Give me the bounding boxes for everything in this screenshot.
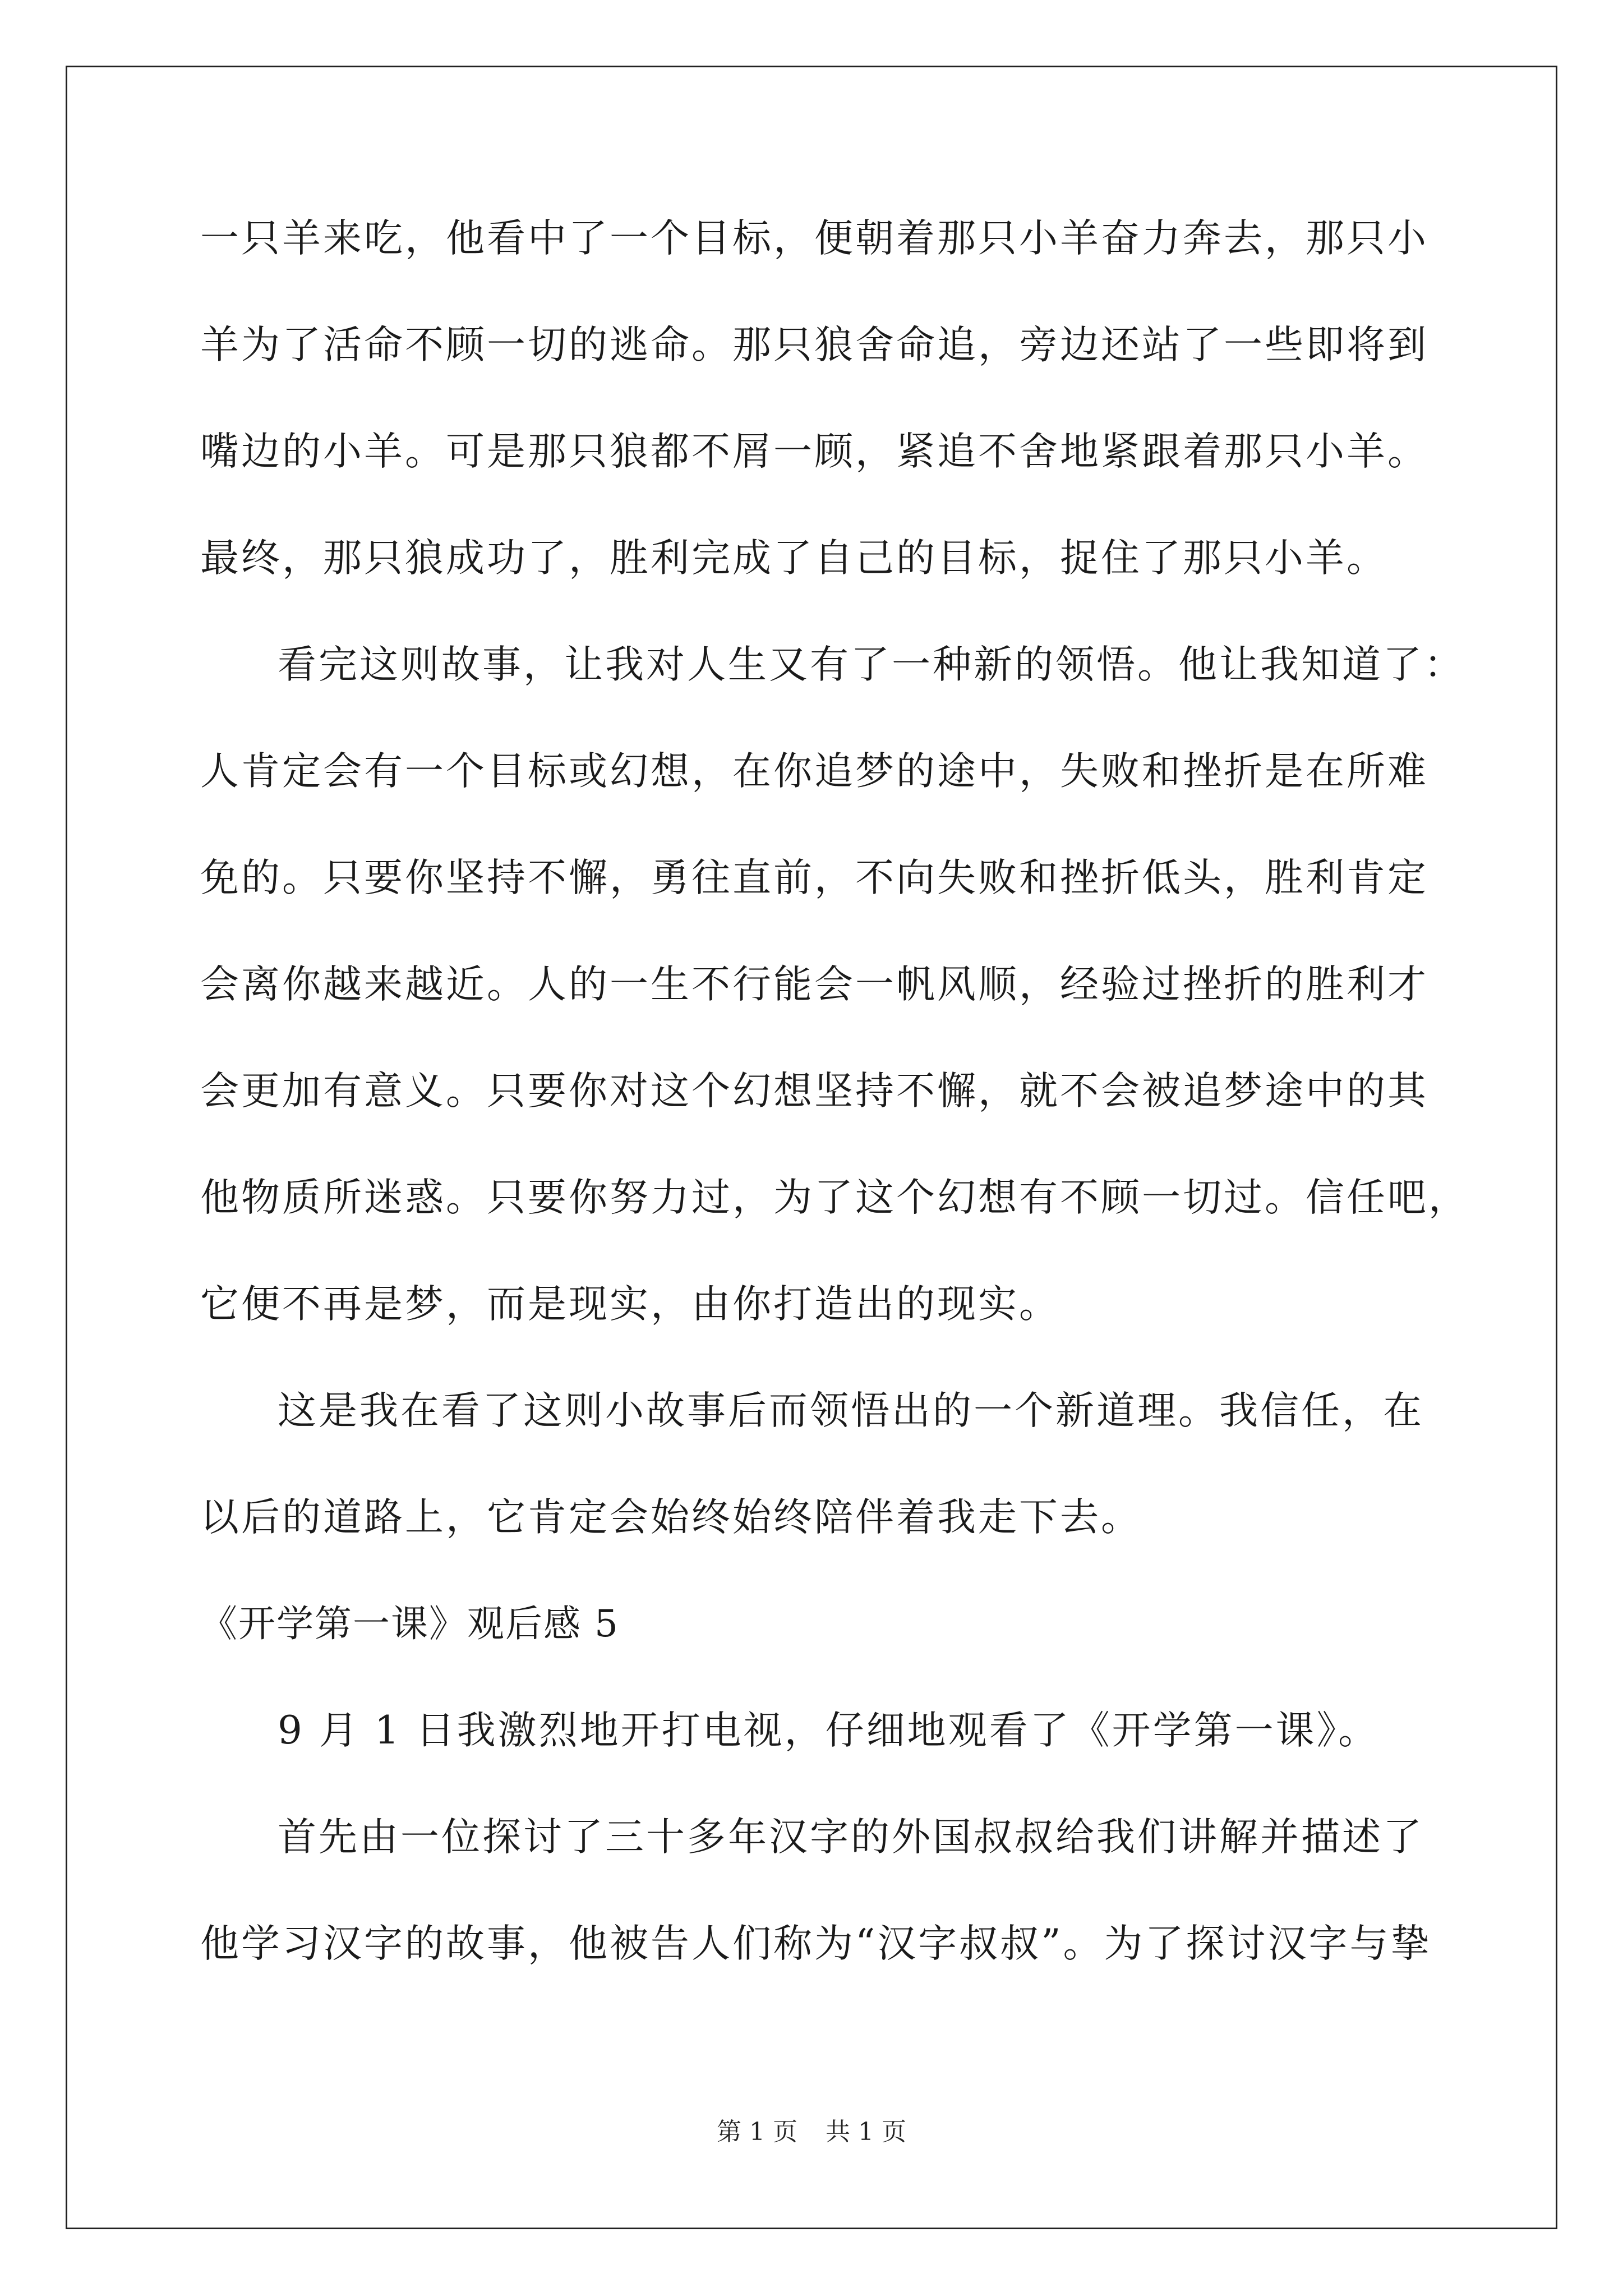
page-number: 第 1 页: [717, 2118, 797, 2146]
text-line: 这是我在看了这则小故事后而领悟出的一个新道理。我信任，在: [278, 1388, 1424, 1433]
text-line: 会离你越来越近。人的一生不行能会一帆风顺，经验过挫折的胜利才: [200, 962, 1428, 1007]
page-total: 共 1 页: [826, 2118, 906, 2146]
text-line: 首先由一位探讨了三十多年汉字的外国叔叔给我们讲解并描述了: [278, 1815, 1424, 1860]
page-footer: [0, 2118, 1623, 2147]
text-line: 免的。只要你坚持不懈，勇往直前，不向失败和挫折低头，胜利肯定: [200, 855, 1428, 900]
text-line: 人肯定会有一个目标或幻想，在你追梦的途中，失败和挫折是在所难: [200, 749, 1428, 794]
text-line: 看完这则故事，让我对人生又有了一种新的领悟。他让我知道了：: [278, 642, 1465, 687]
text-line: 羊为了活命不顾一切的逃命。那只狼舍命追，旁边还站了一些即将到: [200, 323, 1428, 367]
text-line: 一只羊来吃，他看中了一个目标，便朝着那只小羊奋力奔去，那只小: [200, 216, 1428, 261]
text-line: 以后的道路上，它肯定会始终始终陪伴着我走下去。: [200, 1495, 1142, 1540]
text-line: 他学习汉字的故事，他被告人们称为“汉字叔叔”。为了探讨汉字与挚: [200, 1921, 1432, 1966]
text-line: 9 月 1 日我激烈地开打电视，仔细地观看了《开学第一课》。: [278, 1708, 1380, 1753]
text-line: 它便不再是梦，而是现实，由你打造出的现实。: [200, 1282, 1060, 1327]
section-heading: 《开学第一课》观后感 5: [200, 1602, 619, 1645]
text-line: 最终，那只狼成功了，胜利完成了自己的目标，捉住了那只小羊。: [200, 536, 1387, 581]
text-line: 嘴边的小羊。可是那只狼都不屑一顾，紧追不舍地紧跟着那只小羊。: [200, 429, 1428, 474]
text-line: 他物质所迷惑。只要你努力过，为了这个幻想有不顾一切过。信任吧，: [200, 1175, 1469, 1220]
page-border: [66, 66, 1557, 2229]
text-line: 会更加有意义。只要你对这个幻想坚持不懈，就不会被追梦途中的其: [200, 1069, 1428, 1114]
